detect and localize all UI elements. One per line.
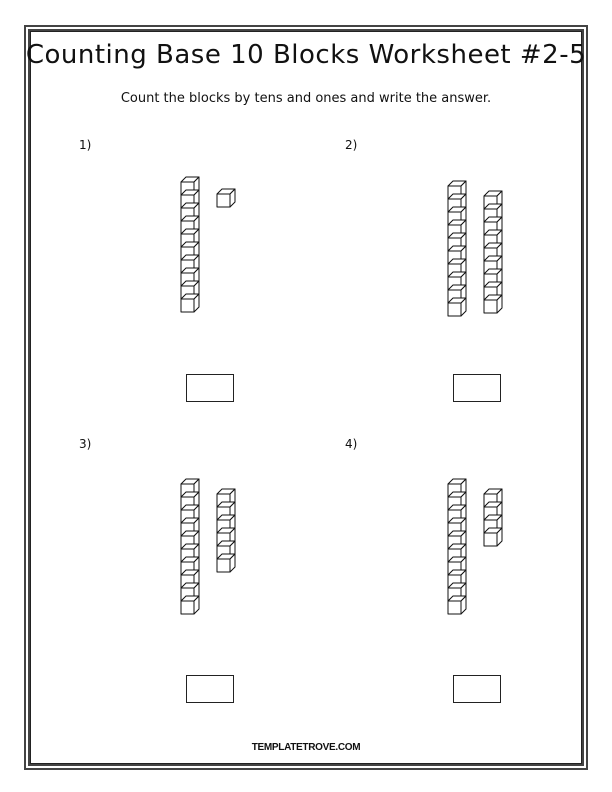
brand-footer: TEMPLATETROVE.COM	[251, 742, 361, 753]
problem-label-4: 4)	[345, 437, 358, 451]
problem-3-blocks	[181, 479, 235, 614]
ten-rod-cube	[448, 596, 466, 614]
ten-rod-cube	[181, 596, 199, 614]
answer-box-4[interactable]	[453, 675, 501, 703]
unit-cube	[484, 528, 502, 546]
unit-cube	[217, 554, 235, 572]
answer-box-3[interactable]	[186, 675, 234, 703]
problem-4-blocks	[448, 479, 502, 614]
answer-box-1[interactable]	[186, 374, 234, 402]
unit-cube	[484, 295, 502, 313]
problem-1-blocks	[181, 177, 235, 312]
problem-label-2: 2)	[345, 138, 358, 152]
answer-box-2[interactable]	[453, 374, 501, 402]
ten-rod-cube	[448, 298, 466, 316]
instructions: Count the blocks by tens and ones and write the answer.	[120, 91, 492, 106]
ten-rod-cube	[181, 294, 199, 312]
unit-cube	[217, 189, 235, 207]
worksheet-title: Counting Base 10 Blocks Worksheet #2-5	[25, 40, 587, 70]
problem-label-1: 1)	[79, 138, 92, 152]
problem-label-3: 3)	[79, 437, 92, 451]
problem-2-blocks	[448, 181, 502, 316]
